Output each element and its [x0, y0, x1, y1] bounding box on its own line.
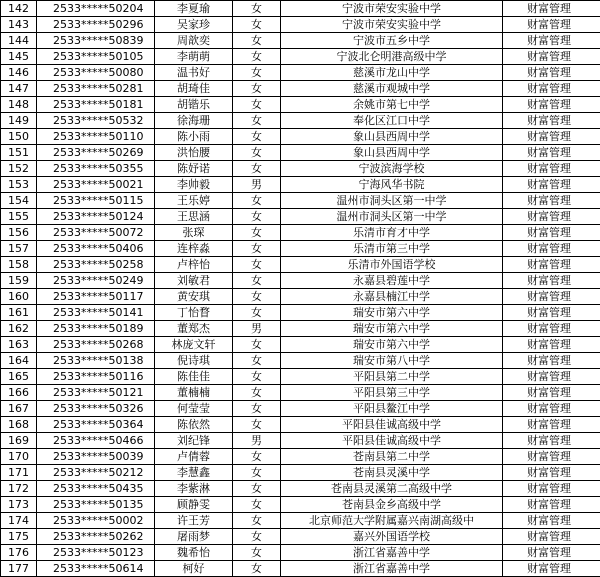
school-name-cell: 平阳县佳诚高级中学: [281, 433, 503, 449]
exam-id-cell: 2533*****50116: [37, 369, 155, 385]
row-number-cell: 163: [1, 337, 37, 353]
student-name-cell: 洪怡腰: [155, 145, 233, 161]
major-cell: 财富管理: [503, 113, 600, 129]
table-row: [1, 353, 600, 369]
table-row: [1, 545, 600, 561]
school-name-cell: 宁波市荣安实验中学: [281, 17, 503, 33]
exam-id-cell: 2533*****50839: [37, 33, 155, 49]
row-number-cell: 167: [1, 401, 37, 417]
table-row: [1, 177, 600, 193]
exam-id-cell: 2533*****50039: [37, 449, 155, 465]
row-number-cell: 165: [1, 369, 37, 385]
row-number-cell: 149: [1, 113, 37, 129]
gender-cell: 女: [233, 129, 281, 145]
student-name-cell: 连梓淼: [155, 241, 233, 257]
major-cell: 财富管理: [503, 417, 600, 433]
row-number-cell: 174: [1, 513, 37, 529]
gender-cell: 女: [233, 481, 281, 497]
row-number-cell: 154: [1, 193, 37, 209]
school-name-cell: 平阳县第二中学: [281, 369, 503, 385]
exam-id-cell: 2533*****50105: [37, 49, 155, 65]
exam-id-cell: 2533*****50124: [37, 209, 155, 225]
major-cell: 财富管理: [503, 129, 600, 145]
table-row: [1, 33, 600, 49]
student-name-cell: 卢梓怡: [155, 257, 233, 273]
gender-cell: 女: [233, 1, 281, 17]
exam-id-cell: 2533*****50258: [37, 257, 155, 273]
student-name-cell: 陈佳佳: [155, 369, 233, 385]
table-row: [1, 81, 600, 97]
student-name-cell: 李萌萌: [155, 49, 233, 65]
student-name-cell: 胡琦佳: [155, 81, 233, 97]
gender-cell: 男: [233, 433, 281, 449]
row-number-cell: 162: [1, 321, 37, 337]
school-name-cell: 乐清市育才中学: [281, 225, 503, 241]
school-name-cell: 温州市洞头区第一中学: [281, 209, 503, 225]
exam-id-cell: 2533*****50296: [37, 17, 155, 33]
major-cell: 财富管理: [503, 289, 600, 305]
major-cell: 财富管理: [503, 1, 600, 17]
exam-id-cell: 2533*****50212: [37, 465, 155, 481]
student-name-cell: 林庞文轩: [155, 337, 233, 353]
major-cell: 财富管理: [503, 177, 600, 193]
row-number-cell: 173: [1, 497, 37, 513]
gender-cell: 女: [233, 161, 281, 177]
school-name-cell: 宁波北仑明港高级中学: [281, 49, 503, 65]
student-name-cell: 温书好: [155, 65, 233, 81]
exam-id-cell: 2533*****50269: [37, 145, 155, 161]
gender-cell: 女: [233, 145, 281, 161]
exam-id-cell: 2533*****50117: [37, 289, 155, 305]
student-name-cell: 黄安琪: [155, 289, 233, 305]
table-row: [1, 561, 600, 577]
exam-id-cell: 2533*****50135: [37, 497, 155, 513]
student-name-cell: 吴家珍: [155, 17, 233, 33]
gender-cell: 女: [233, 257, 281, 273]
row-number-cell: 166: [1, 385, 37, 401]
table-row: [1, 257, 600, 273]
row-number-cell: 170: [1, 449, 37, 465]
major-cell: 财富管理: [503, 81, 600, 97]
row-number-cell: 151: [1, 145, 37, 161]
gender-cell: 女: [233, 49, 281, 65]
exam-id-cell: 2533*****50021: [37, 177, 155, 193]
major-cell: 财富管理: [503, 481, 600, 497]
table-row: [1, 417, 600, 433]
row-number-cell: 175: [1, 529, 37, 545]
exam-id-cell: 2533*****50614: [37, 561, 155, 577]
gender-cell: 女: [233, 193, 281, 209]
exam-id-cell: 2533*****50364: [37, 417, 155, 433]
exam-id-cell: 2533*****50110: [37, 129, 155, 145]
major-cell: 财富管理: [503, 545, 600, 561]
table-row: [1, 49, 600, 65]
school-name-cell: 浙江省嘉善中学: [281, 561, 503, 577]
gender-cell: 女: [233, 17, 281, 33]
row-number-cell: 164: [1, 353, 37, 369]
row-number-cell: 155: [1, 209, 37, 225]
exam-id-cell: 2533*****50080: [37, 65, 155, 81]
major-cell: 财富管理: [503, 513, 600, 529]
student-name-cell: 何莹莹: [155, 401, 233, 417]
school-name-cell: 奉化区江口中学: [281, 113, 503, 129]
student-name-cell: 屠雨梦: [155, 529, 233, 545]
exam-id-cell: 2533*****50121: [37, 385, 155, 401]
table-row: [1, 529, 600, 545]
row-number-cell: 143: [1, 17, 37, 33]
major-cell: 财富管理: [503, 449, 600, 465]
exam-id-cell: 2533*****50123: [37, 545, 155, 561]
student-name-cell: 刘敏君: [155, 273, 233, 289]
school-name-cell: 浙江省嘉善中学: [281, 545, 503, 561]
school-name-cell: 北京师范大学附属嘉兴南湖高级中: [281, 513, 503, 529]
school-name-cell: 平阳县佳诚高级中学: [281, 417, 503, 433]
table-row: [1, 113, 600, 129]
table-row: [1, 225, 600, 241]
table-row: [1, 369, 600, 385]
student-name-cell: 陈妤诺: [155, 161, 233, 177]
exam-id-cell: 2533*****50268: [37, 337, 155, 353]
table-row: [1, 449, 600, 465]
major-cell: 财富管理: [503, 433, 600, 449]
row-number-cell: 152: [1, 161, 37, 177]
table-row: [1, 305, 600, 321]
student-name-cell: 李帅毅: [155, 177, 233, 193]
student-name-cell: 董楠楠: [155, 385, 233, 401]
table-row: [1, 481, 600, 497]
gender-cell: 女: [233, 449, 281, 465]
school-name-cell: 余姚市第七中学: [281, 97, 503, 113]
row-number-cell: 146: [1, 65, 37, 81]
row-number-cell: 159: [1, 273, 37, 289]
school-name-cell: 乐清市外国语学校: [281, 257, 503, 273]
major-cell: 财富管理: [503, 401, 600, 417]
gender-cell: 女: [233, 385, 281, 401]
gender-cell: 女: [233, 97, 281, 113]
exam-id-cell: 2533*****50181: [37, 97, 155, 113]
row-number-cell: 158: [1, 257, 37, 273]
gender-cell: 女: [233, 289, 281, 305]
row-number-cell: 172: [1, 481, 37, 497]
exam-id-cell: 2533*****50115: [37, 193, 155, 209]
major-cell: 财富管理: [503, 209, 600, 225]
exam-id-cell: 2533*****50262: [37, 529, 155, 545]
student-name-cell: 卢倩蓉: [155, 449, 233, 465]
gender-cell: 女: [233, 401, 281, 417]
major-cell: 财富管理: [503, 273, 600, 289]
student-name-cell: 周歆奕: [155, 33, 233, 49]
table-row: [1, 193, 600, 209]
school-name-cell: 宁海风华书院: [281, 177, 503, 193]
gender-cell: 女: [233, 225, 281, 241]
school-name-cell: 苍南县第二中学: [281, 449, 503, 465]
exam-id-cell: 2533*****50532: [37, 113, 155, 129]
table-row: [1, 1, 600, 17]
gender-cell: 男: [233, 177, 281, 193]
school-name-cell: 瑞安市第八中学: [281, 353, 503, 369]
major-cell: 财富管理: [503, 529, 600, 545]
major-cell: 财富管理: [503, 161, 600, 177]
school-name-cell: 象山县西周中学: [281, 145, 503, 161]
row-number-cell: 176: [1, 545, 37, 561]
major-cell: 财富管理: [503, 321, 600, 337]
row-number-cell: 145: [1, 49, 37, 65]
major-cell: 财富管理: [503, 337, 600, 353]
school-name-cell: 象山县西周中学: [281, 129, 503, 145]
table-row: [1, 497, 600, 513]
row-number-cell: 147: [1, 81, 37, 97]
table-row: [1, 97, 600, 113]
row-number-cell: 156: [1, 225, 37, 241]
table-row: [1, 65, 600, 81]
gender-cell: 女: [233, 209, 281, 225]
major-cell: 财富管理: [503, 33, 600, 49]
school-name-cell: 慈溪市龙山中学: [281, 65, 503, 81]
row-number-cell: 168: [1, 417, 37, 433]
school-name-cell: 瑞安市第六中学: [281, 305, 503, 321]
exam-id-cell: 2533*****50281: [37, 81, 155, 97]
student-name-cell: 柯好: [155, 561, 233, 577]
major-cell: 财富管理: [503, 193, 600, 209]
row-number-cell: 144: [1, 33, 37, 49]
exam-id-cell: 2533*****50249: [37, 273, 155, 289]
student-name-cell: 丁怡瞀: [155, 305, 233, 321]
major-cell: 财富管理: [503, 369, 600, 385]
major-cell: 财富管理: [503, 97, 600, 113]
gender-cell: 女: [233, 33, 281, 49]
major-cell: 财富管理: [503, 17, 600, 33]
gender-cell: 女: [233, 497, 281, 513]
major-cell: 财富管理: [503, 145, 600, 161]
row-number-cell: 157: [1, 241, 37, 257]
school-name-cell: 苍南县灵溪第二高级中学: [281, 481, 503, 497]
school-name-cell: 嘉兴外国语学校: [281, 529, 503, 545]
table-row: [1, 129, 600, 145]
school-name-cell: 宁波市五乡中学: [281, 33, 503, 49]
row-number-cell: 169: [1, 433, 37, 449]
student-name-cell: 张琛: [155, 225, 233, 241]
table-row: [1, 337, 600, 353]
row-number-cell: 153: [1, 177, 37, 193]
major-cell: 财富管理: [503, 385, 600, 401]
gender-cell: 女: [233, 529, 281, 545]
exam-id-cell: 2533*****50002: [37, 513, 155, 529]
row-number-cell: 148: [1, 97, 37, 113]
school-name-cell: 瑞安市第六中学: [281, 337, 503, 353]
school-name-cell: 平阳县第三中学: [281, 385, 503, 401]
gender-cell: 女: [233, 337, 281, 353]
school-name-cell: 永嘉县碧莲中学: [281, 273, 503, 289]
gender-cell: 女: [233, 65, 281, 81]
table-row: [1, 161, 600, 177]
student-name-cell: 刘纪锋: [155, 433, 233, 449]
row-number-cell: 142: [1, 1, 37, 17]
gender-cell: 女: [233, 113, 281, 129]
school-name-cell: 瑞安市第六中学: [281, 321, 503, 337]
exam-id-cell: 2533*****50204: [37, 1, 155, 17]
table-row: [1, 209, 600, 225]
exam-id-cell: 2533*****50138: [37, 353, 155, 369]
gender-cell: 女: [233, 561, 281, 577]
student-name-cell: 王思涵: [155, 209, 233, 225]
student-name-cell: 顾静雯: [155, 497, 233, 513]
student-name-cell: 董郑杰: [155, 321, 233, 337]
student-name-cell: 李紫淋: [155, 481, 233, 497]
gender-cell: 女: [233, 513, 281, 529]
student-name-cell: 陈依然: [155, 417, 233, 433]
exam-id-cell: 2533*****50141: [37, 305, 155, 321]
major-cell: 财富管理: [503, 305, 600, 321]
major-cell: 财富管理: [503, 49, 600, 65]
row-number-cell: 177: [1, 561, 37, 577]
gender-cell: 男: [233, 321, 281, 337]
exam-id-cell: 2533*****50326: [37, 401, 155, 417]
school-name-cell: 苍南县金乡高级中学: [281, 497, 503, 513]
exam-id-cell: 2533*****50189: [37, 321, 155, 337]
student-name-cell: 倪诗琪: [155, 353, 233, 369]
major-cell: 财富管理: [503, 465, 600, 481]
table-row: [1, 289, 600, 305]
student-name-cell: 徐海珊: [155, 113, 233, 129]
gender-cell: 女: [233, 241, 281, 257]
row-number-cell: 161: [1, 305, 37, 321]
major-cell: 财富管理: [503, 257, 600, 273]
student-name-cell: 李慧鑫: [155, 465, 233, 481]
table-row: [1, 401, 600, 417]
school-name-cell: 温州市洞头区第一中学: [281, 193, 503, 209]
school-name-cell: 宁波市荣安实验中学: [281, 1, 503, 17]
exam-id-cell: 2533*****50072: [37, 225, 155, 241]
exam-id-cell: 2533*****50406: [37, 241, 155, 257]
gender-cell: 女: [233, 81, 281, 97]
table-row: [1, 433, 600, 449]
gender-cell: 女: [233, 273, 281, 289]
exam-id-cell: 2533*****50435: [37, 481, 155, 497]
school-name-cell: 永嘉县楠江中学: [281, 289, 503, 305]
table-row: [1, 145, 600, 161]
school-name-cell: 慈溪市观城中学: [281, 81, 503, 97]
gender-cell: 女: [233, 417, 281, 433]
table-row: [1, 273, 600, 289]
table-row: [1, 17, 600, 33]
gender-cell: 女: [233, 353, 281, 369]
school-name-cell: 宁波滨海学校: [281, 161, 503, 177]
exam-id-cell: 2533*****50355: [37, 161, 155, 177]
table-row: [1, 385, 600, 401]
school-name-cell: 苍南县灵溪中学: [281, 465, 503, 481]
gender-cell: 女: [233, 369, 281, 385]
table-row: [1, 465, 600, 481]
major-cell: 财富管理: [503, 65, 600, 81]
student-name-cell: 李夏瑜: [155, 1, 233, 17]
major-cell: 财富管理: [503, 225, 600, 241]
school-name-cell: 乐清市第三中学: [281, 241, 503, 257]
student-name-cell: 胡锴乐: [155, 97, 233, 113]
table-row: [1, 513, 600, 529]
gender-cell: 女: [233, 305, 281, 321]
major-cell: 财富管理: [503, 353, 600, 369]
table-row: [1, 241, 600, 257]
table-row: [1, 321, 600, 337]
school-name-cell: 平阳县鳌江中学: [281, 401, 503, 417]
major-cell: 财富管理: [503, 241, 600, 257]
student-name-cell: 王乐婷: [155, 193, 233, 209]
major-cell: 财富管理: [503, 497, 600, 513]
row-number-cell: 150: [1, 129, 37, 145]
exam-id-cell: 2533*****50466: [37, 433, 155, 449]
student-name-cell: 魏希怡: [155, 545, 233, 561]
row-number-cell: 171: [1, 465, 37, 481]
student-name-cell: 陈小雨: [155, 129, 233, 145]
student-name-cell: 许王芳: [155, 513, 233, 529]
major-cell: 财富管理: [503, 561, 600, 577]
row-number-cell: 160: [1, 289, 37, 305]
gender-cell: 女: [233, 545, 281, 561]
gender-cell: 女: [233, 465, 281, 481]
